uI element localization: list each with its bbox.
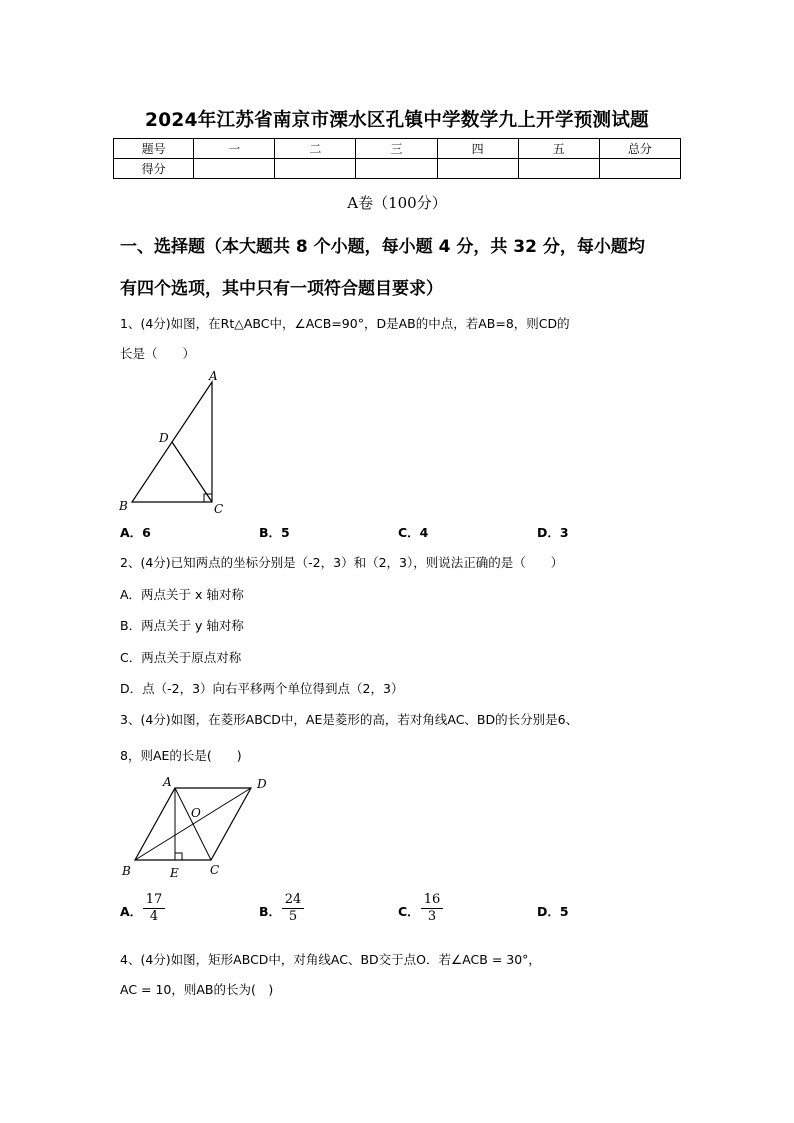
q1-label-b: B <box>119 499 128 513</box>
score-cell[interactable] <box>518 159 599 179</box>
score-cell[interactable] <box>356 159 437 179</box>
q1-figure-right-triangle <box>110 365 240 520</box>
score-table-score-row <box>114 159 681 179</box>
fraction-numerator: 24 <box>282 892 304 909</box>
fraction-denominator: 3 <box>427 909 437 924</box>
score-row-label: 得分 <box>114 159 194 179</box>
score-header-cell: 五 <box>518 139 599 159</box>
score-header-cell: 总分 <box>599 139 680 159</box>
q3-option-b-letter[interactable]: B． <box>259 904 282 919</box>
score-table-header-row <box>114 139 681 159</box>
score-header-cell: 二 <box>275 139 356 159</box>
q3-stem-line2: 8，则AE的长是( ) <box>120 748 242 763</box>
score-header-cell: 题号 <box>114 139 194 159</box>
q2-option-a[interactable]: A．两点关于 x 轴对称 <box>120 587 244 602</box>
q3-label-b: B <box>122 864 131 878</box>
score-header-cell: 三 <box>356 139 437 159</box>
q3-option-c-letter[interactable]: C． <box>398 904 420 919</box>
q1-label-c: C <box>214 502 224 516</box>
score-cell[interactable] <box>275 159 356 179</box>
q3-option-d-value: 5 <box>559 904 569 919</box>
q3-label-d: D <box>257 777 267 791</box>
score-header-cell: 四 <box>437 139 518 159</box>
q3-option-a-fraction[interactable] <box>143 892 165 925</box>
q2-option-c[interactable]: C．两点关于原点对称 <box>120 650 242 665</box>
q3-option-d[interactable] <box>537 902 569 920</box>
section-heading-line2: 有四个选项，其中只有一项符合题目要求） <box>120 279 443 299</box>
q2-option-b[interactable]: B．两点关于 y 轴对称 <box>120 618 244 633</box>
fraction-denominator: 4 <box>149 909 159 924</box>
score-header-cell: 一 <box>194 139 275 159</box>
q1-option-d[interactable]: D．3 <box>537 525 569 540</box>
q2-stem: 2、(4分)已知两点的坐标分别是（-2，3）和（2，3），则说法正确的是（ ） <box>120 555 564 570</box>
q3-label-o: O <box>191 806 201 820</box>
q3-option-c-fraction[interactable] <box>421 892 443 925</box>
q1-label-a: A <box>209 369 218 383</box>
q4-stem-line1: 4、(4分)如图，矩形ABCD中，对角线AC、BD交于点O．若∠ACB = 30°， <box>120 952 541 967</box>
q3-stem-line1: 3、(4分)如图，在菱形ABCD中，AE是菱形的高，若对角线AC、BD的长分别是6、 <box>120 712 579 727</box>
right-angle-mark <box>175 853 182 860</box>
q3-figure-rhombus <box>115 772 275 882</box>
q1-option-b[interactable]: B．5 <box>259 525 290 540</box>
q1-stem-line1: 1、(4分)如图，在Rt△ABC中，∠ACB=90°，D是AB的中点，若AB=8，则CD的 <box>120 316 570 331</box>
q3-option-d-letter: D． <box>537 904 560 919</box>
q1-label-d: D <box>159 431 169 445</box>
section-heading-line1: 一、选择题（本大题共 8 个小题，每小题 4 分，共 32 分，每小题均 <box>120 237 645 257</box>
q1-option-c[interactable]: C．4 <box>398 525 429 540</box>
q4-stem-line2: AC = 10，则AB的长为( ) <box>120 982 274 997</box>
paper-section-label: A卷（100分） <box>347 194 447 212</box>
q3-label-c: C <box>210 863 220 877</box>
q3-label-e: E <box>170 866 179 880</box>
fraction-numerator: 16 <box>421 892 443 909</box>
score-cell[interactable] <box>194 159 275 179</box>
score-table <box>113 138 681 179</box>
q1-option-a[interactable]: A．6 <box>120 525 151 540</box>
score-cell[interactable] <box>599 159 680 179</box>
fraction-numerator: 17 <box>143 892 165 909</box>
q3-option-a-letter[interactable]: A． <box>120 904 143 919</box>
q3-label-a: A <box>163 775 172 789</box>
q3-option-b-fraction[interactable] <box>282 892 304 925</box>
median-cd <box>172 442 212 502</box>
fraction-denominator: 5 <box>288 909 298 924</box>
score-cell[interactable] <box>437 159 518 179</box>
page-title: 2024年江苏省南京市溧水区孔镇中学数学九上开学预测试题 <box>145 110 649 131</box>
diagonal-bd <box>135 788 251 860</box>
q2-option-d[interactable]: D．点（-2，3）向右平移两个单位得到点（2，3） <box>120 681 404 696</box>
q1-stem-line2: 长是（ ） <box>120 346 196 361</box>
